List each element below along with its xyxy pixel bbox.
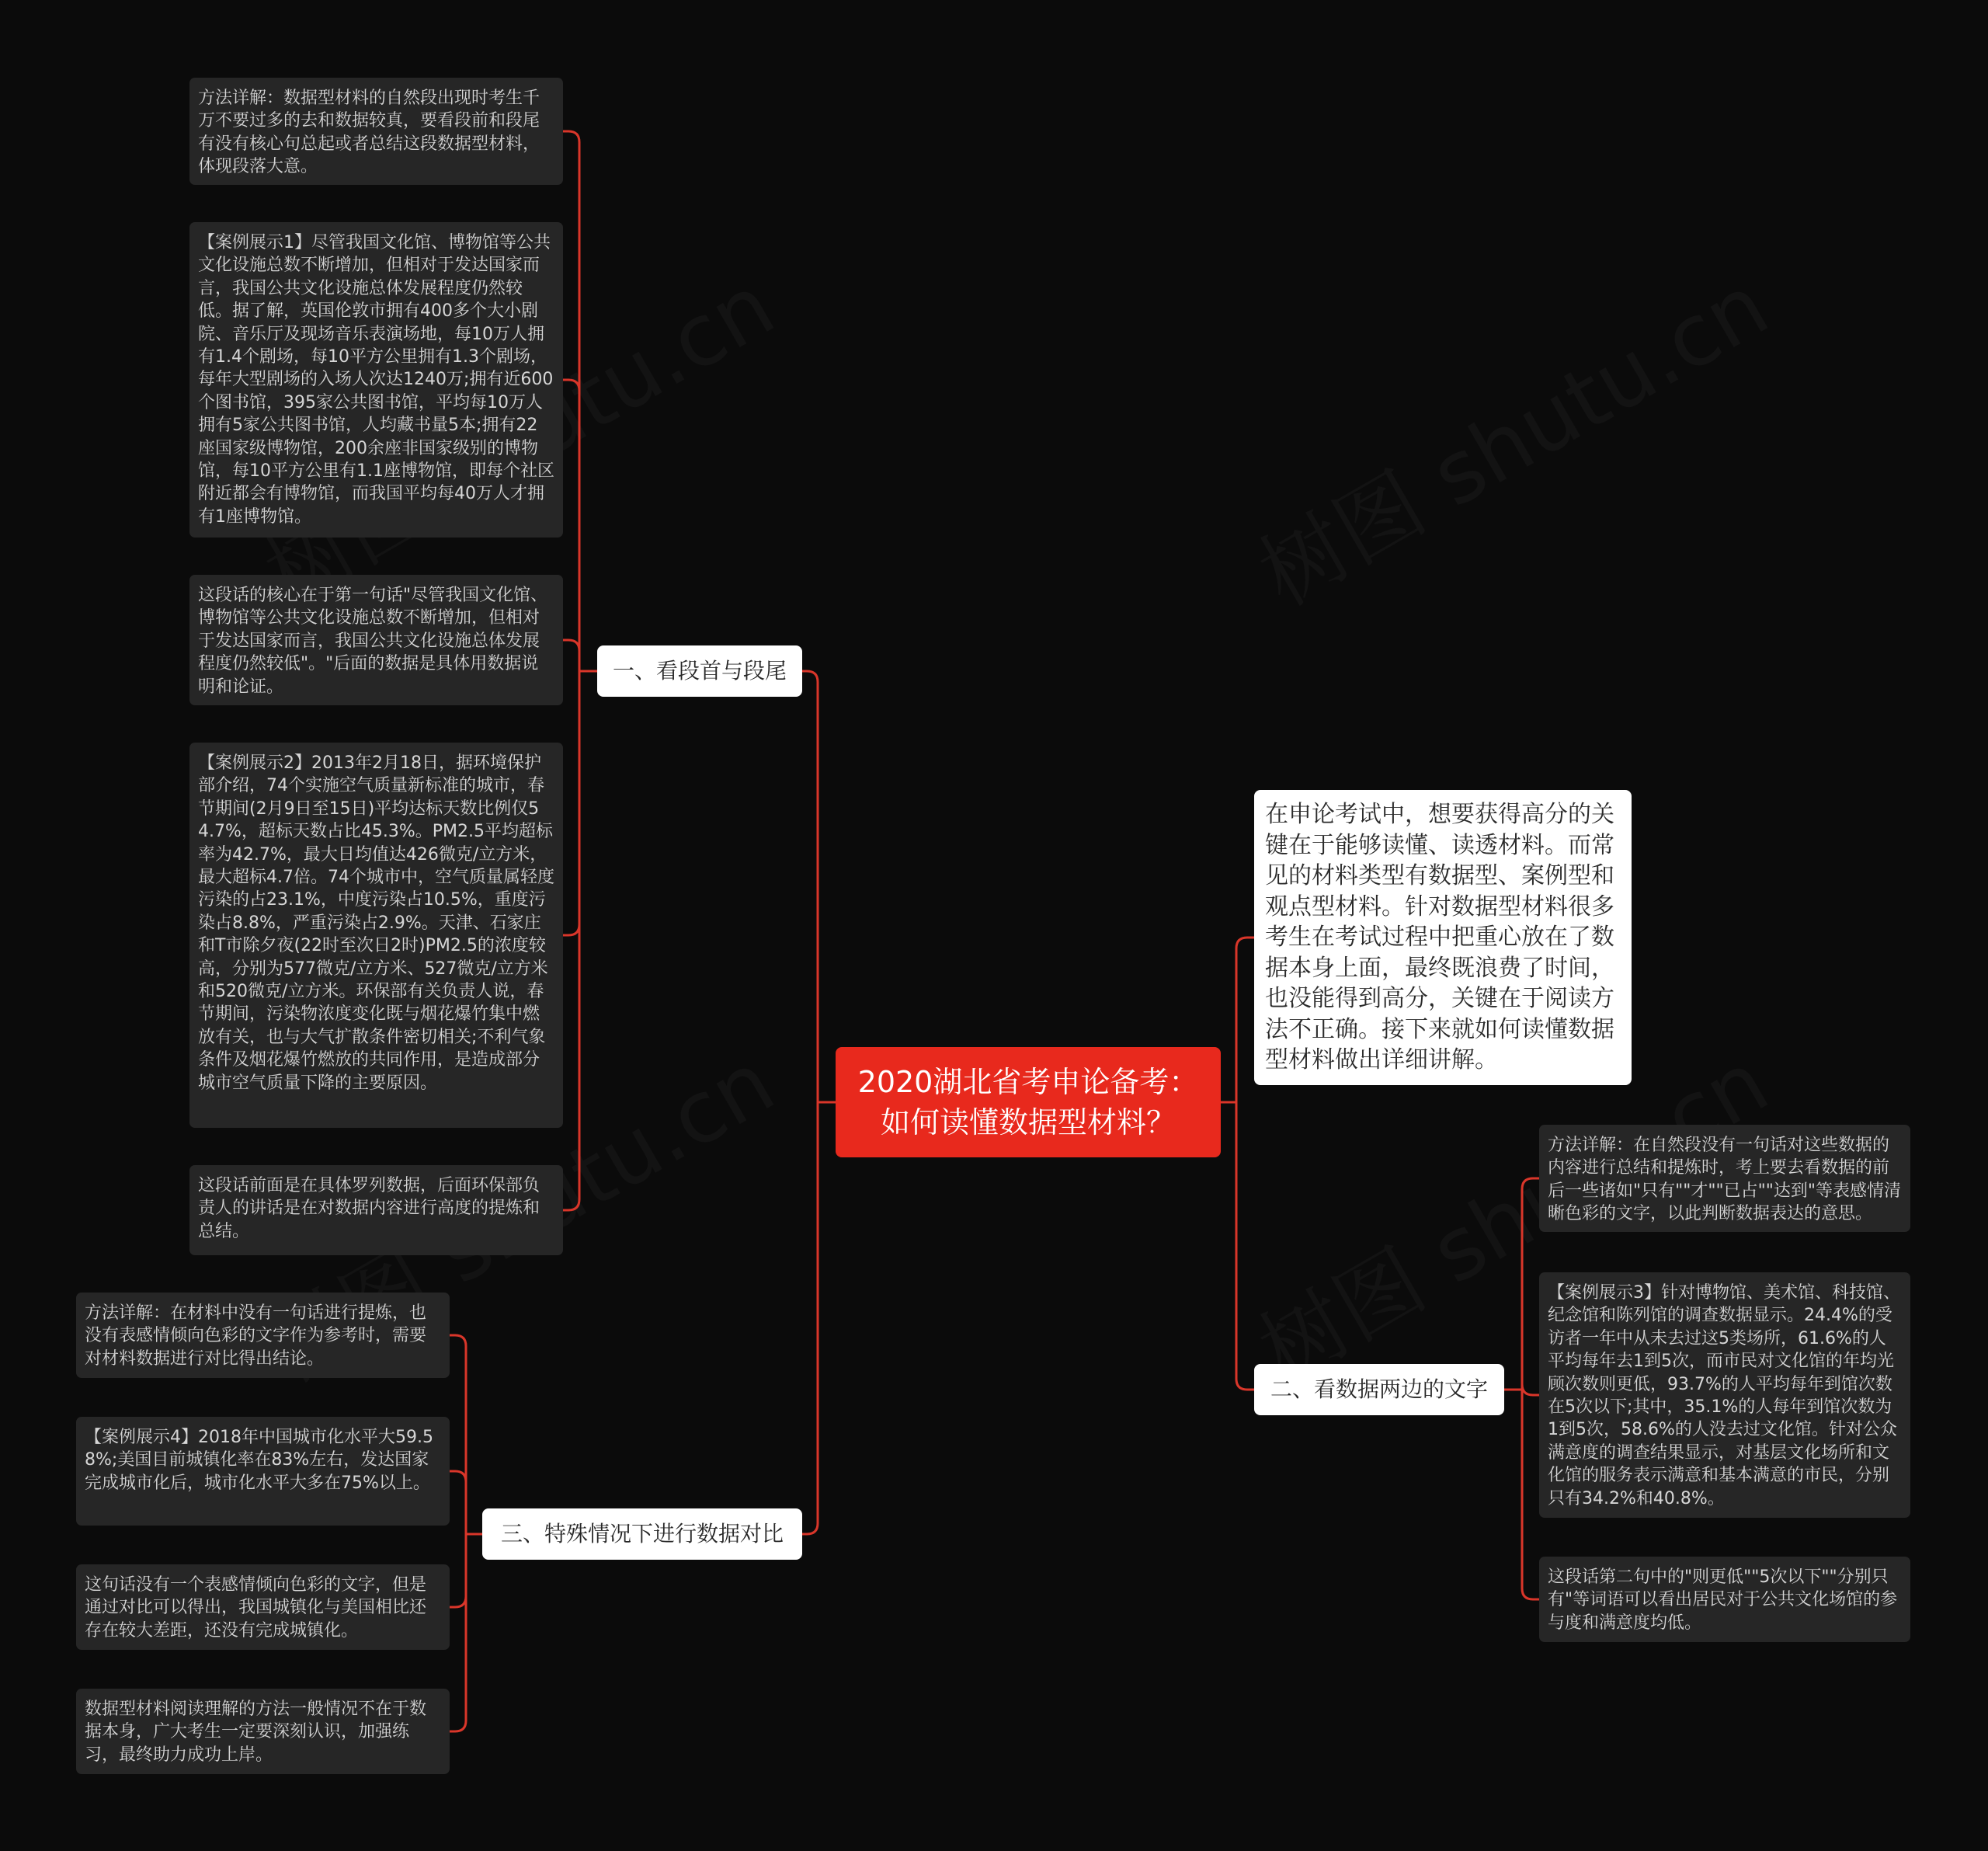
connector-line <box>563 640 579 671</box>
connector-line <box>1236 1102 1254 1390</box>
connector-line <box>450 1471 466 1534</box>
root-title: 2020湖北省考申论备考：如何读懂数据型材料？ <box>857 1065 1199 1139</box>
leaf-text: 方法详解：在自然段没有一句话对这些数据的内容进行总结和提炼时，考上要去看数据的前后一些诸如"只有""才""已占""达到"等表感情清晰色彩的文字，以此判断数据表达的意思。 <box>1548 1136 1901 1224</box>
leaf-text: 【案例展示3】针对博物馆、美术馆、科技馆、纪念馆和陈列馆的调查数据显示。24.4%的受访者一年中从未去过这5类场所，61.6%的人平均每年去1到5次，而市民对文化馆的年均光顾次数则更低，93.7%的人平均每年到馆次数在5次以下;其中，35.1%的人每年到馆次数为1到5次，58.6%的人没去过文化馆。针对公众满意度的调查结果显示，对基层文化场所和文化馆的服务表示满意和基本满意的市民，分别只有34.2%和40.8%。 <box>1548 1283 1900 1508</box>
connector-line <box>802 1102 818 1534</box>
connector-line <box>563 671 579 935</box>
leaf-node[interactable] <box>76 1689 450 1774</box>
leaf-text: 这段话第二句中的"则更低""5次以下""分别只有"等词语可以看出居民对于公共文化场馆的参与度和满意度均低。 <box>1548 1567 1898 1633</box>
connector-line <box>1236 938 1254 1102</box>
leaf-node[interactable] <box>189 1165 563 1255</box>
leaf-node[interactable] <box>76 1293 450 1378</box>
leaf-node[interactable] <box>189 743 563 1128</box>
connector-line <box>563 380 579 671</box>
branch-label: 一、看段首与段尾 <box>612 658 787 684</box>
leaf-text: 方法详解：数据型材料的自然段出现时考生千万不要过多的去和数据较真，要看段前和段尾有没有核心句总起或者总结这段数据型材料，体现段落大意。 <box>198 89 540 177</box>
connector-line <box>1522 1384 1539 1395</box>
branch-label: 二、看数据两边的文字 <box>1270 1376 1488 1402</box>
leaf-node[interactable] <box>76 1564 450 1650</box>
branch-label: 三、特殊情况下进行数据对比 <box>500 1521 784 1547</box>
leaf-text: 这段话前面是在具体罗列数据，后面环保部负责人的讲话是在对数据内容进行高度的提炼和总结。 <box>198 1176 540 1241</box>
connector-line <box>563 131 579 671</box>
connector-line <box>450 1335 466 1534</box>
leaf-node[interactable] <box>189 575 563 705</box>
leaf-node[interactable] <box>1539 1557 1910 1642</box>
leaf-text: 【案例展示2】2013年2月18日，据环境保护部介绍，74个实施空气质量新标准的城市，春节期间(2月9日至15日)平均达标天数比例仅54.7%，超标天数占比45.3%。PM2.5平均超标率为42.7%，最大日均值达426微克/立方米，最大超标4.7倍。74个城市中，空气质量属轻度污染的占23.1%，中度污染占10.5%，重度污染占8.8%，严重污染占2.9%。天津、石家庄和T市除夕夜(22时至次日2时)PM2.5的浓度较高，分别为577微克/立方米、527微克/立方米和520微克/立方米。环保部有关负责人说，春节期间，污染物浓度变化既与烟花爆竹集中燃放有关，也与大气扩散条件密切相关;不利气象条件及烟花爆竹燃放的共同作用，是造成部分城市空气质量下降的主要原因。 <box>198 753 554 1093</box>
leaf-node[interactable] <box>189 222 563 538</box>
leaf-text: 这句话没有一个表感情倾向色彩的文字，但是通过对比可以得出，我国城镇化与美国相比还存在较大差距，还没有完成城镇化。 <box>85 1575 427 1641</box>
intro-text: 在申论考试中，想要获得高分的关键在于能够读懂、读透材料。而常见的材料类型有数据型、案例型和观点型材料。针对数据型材料很多考生在考试过程中把重心放在了数据本身上面，最终既浪费了时间，也没能得到高分，关键在于阅读方法不正确。接下来就如何读懂数据型材料做出详细讲解。 <box>1265 801 1614 1073</box>
leaf-text: 这段话的核心在于第一句话"尽管我国文化馆、博物馆等公共文化设施总数不断增加，但相对于发达国家而言，我国公共文化设施总体发展程度仍然较低"。"后面的数据是具体用数据说明和论证。 <box>198 586 548 697</box>
branch-look-paragraph-ends[interactable] <box>597 645 802 697</box>
leaf-text: 【案例展示1】尽管我国文化馆、博物馆等公共文化设施总数不断增加，但相对于发达国家而言，我国公共文化设施总体发展程度仍然较低。据了解，英国伦敦市拥有400多个大小剧院、音乐厅及现场音乐表演场地，每10万人拥有1.4个剧场，每10平方公里拥有1.3个剧场，每年大型剧场的入场人次达1240万;拥有近600个图书馆，395家公共图书馆，平均每10万人拥有5家公共图书馆，人均藏书量5本;拥有22座国家级博物馆，200余座非国家级别的博物馆，每10平方公里有1.1座博物馆，即每个社区附近都会有博物馆，而我国平均每40万人才拥有1座博物馆。 <box>198 233 554 527</box>
leaf-node[interactable] <box>1539 1125 1910 1232</box>
leaf-node[interactable] <box>189 78 563 185</box>
intro-node[interactable] <box>1254 790 1632 1085</box>
connector-line <box>802 671 818 1102</box>
leaf-text: 【案例展示4】2018年中国城市化水平大59.58%;美国目前城镇化率在83%左右，发达国家完成城市化后，城市化水平大多在75%以上。 <box>85 1428 433 1493</box>
root-topic[interactable] <box>836 1047 1221 1157</box>
leaf-text: 方法详解：在材料中没有一句话进行提炼，也没有表感情倾向色彩的文字作为参考时，需要对材料数据进行对比得出结论。 <box>85 1303 427 1369</box>
leaf-node[interactable] <box>1539 1272 1910 1518</box>
connector-line <box>450 1534 466 1607</box>
leaf-text: 数据型材料阅读理解的方法一般情况不在于数据本身，广大考生一定要深刻认识，加强练习，最终助力成功上岸。 <box>85 1700 427 1765</box>
connector-line <box>1522 1390 1539 1599</box>
connector-line <box>450 1534 466 1731</box>
branch-data-comparison[interactable] <box>482 1508 802 1560</box>
branch-look-words-around-data[interactable] <box>1254 1364 1504 1415</box>
connector-line <box>563 671 579 1210</box>
leaf-node[interactable] <box>76 1417 450 1526</box>
connector-line <box>1522 1178 1539 1390</box>
